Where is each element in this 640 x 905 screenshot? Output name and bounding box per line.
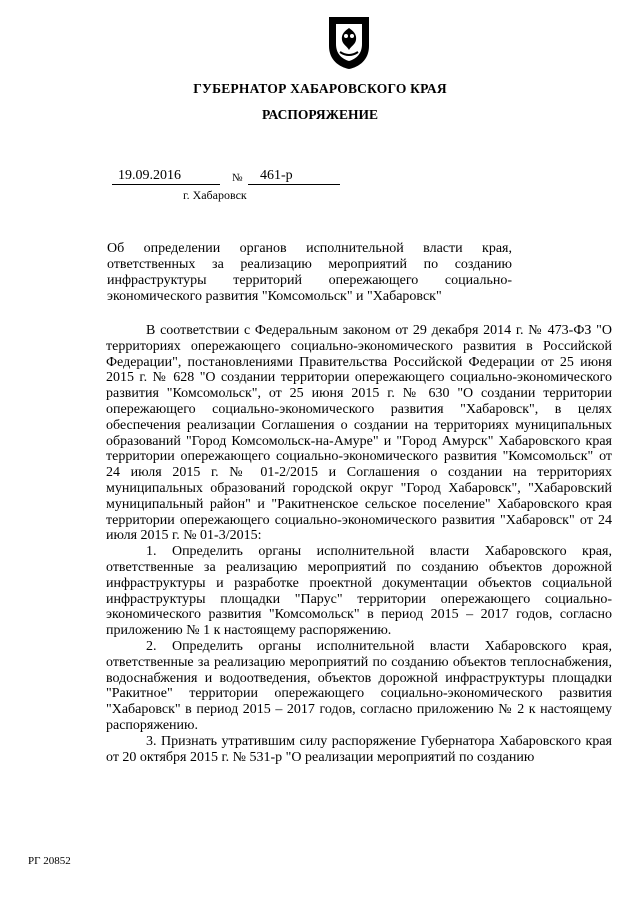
issuing-authority: ГУБЕРНАТОР ХАБАРОВСКОГО КРАЯ xyxy=(193,81,447,96)
preamble-paragraph: В соответствии с Федеральным законом от 29 декабря 2014 г. № 473-ФЗ "О территориях опережающего социально-экономического развития в Российской Федерации", постановлениями Правительства Российской Федерации от 25 июня 2015 г. № 628 "О создании территории опережающего социально-экономического развития "Комсомольск", от 25 июня 2015 г. № 630 "О создании территории опережающего социально-экономического развития "Хабаровск", в целях обеспечения реализации Соглашения о создании на территориях муниципальных образований "Город Комсомольск-на-Амуре" и "Город Амурск" Хабаровского края территории опережающего социально-экономического развития "Комсомольск" от 24 июля 2015 г. № 01-2/2015 и Соглашения о создании на территориях муниципальных образований городской округ "Город Хабаровск", "Хабаровский муниципальный район" и "Ракитненское сельское поселение" Хабаровского края территории опережающего социально-экономического развития "Хабаровск" от 24 июля 2015 г. № 01-3/2015: xyxy=(106,323,612,544)
document-number: 461-р xyxy=(248,168,340,185)
clause-3: 3. Признать утратившим силу распоряжение Губернатора Хабаровского края от 20 октября 2015 г. № 531-р "О реализации мероприятий по созданию xyxy=(106,733,612,765)
document-place: г. Хабаровск xyxy=(183,188,247,202)
document-body xyxy=(106,323,612,765)
clause-2: 2. Определить органы исполнительной власти Хабаровского края, ответственные за реализацию мероприятий по созданию объектов теплоснабжения, водоснабжения и водоотведения, объектов дорожной инфраструктуры площадки "Ракитное" территории опережающего социально-экономического развития "Хабаровск" в период 2015 – 2017 годов, согласно приложению № 2 к настоящему распоряжению. xyxy=(106,638,612,733)
document-date: 19.09.2016 xyxy=(112,168,220,185)
document-subject: Об определении органов исполнительной власти края, ответственных за реализацию мероприятий по созданию инфраструктуры территорий опережающего социально-экономического развития "Комсомольск" и "Хабаровск" xyxy=(107,241,512,304)
document-type: РАСПОРЯЖЕНИЕ xyxy=(261,107,379,122)
coat-of-arms-icon xyxy=(326,14,372,70)
registry-code: РГ 20852 xyxy=(28,855,71,867)
number-sign: № xyxy=(232,172,243,184)
clause-1: 1. Определить органы исполнительной власти Хабаровского края, ответственные за реализацию мероприятий по созданию объектов дорожной инфраструктуры и разработке проектной документации объектов социальной инфраструктуры площадки "Парус" территории опережающего социально-экономического развития "Комсомольск" в период 2015 – 2017 годов, согласно приложению № 1 к настоящему распоряжению. xyxy=(106,544,612,639)
